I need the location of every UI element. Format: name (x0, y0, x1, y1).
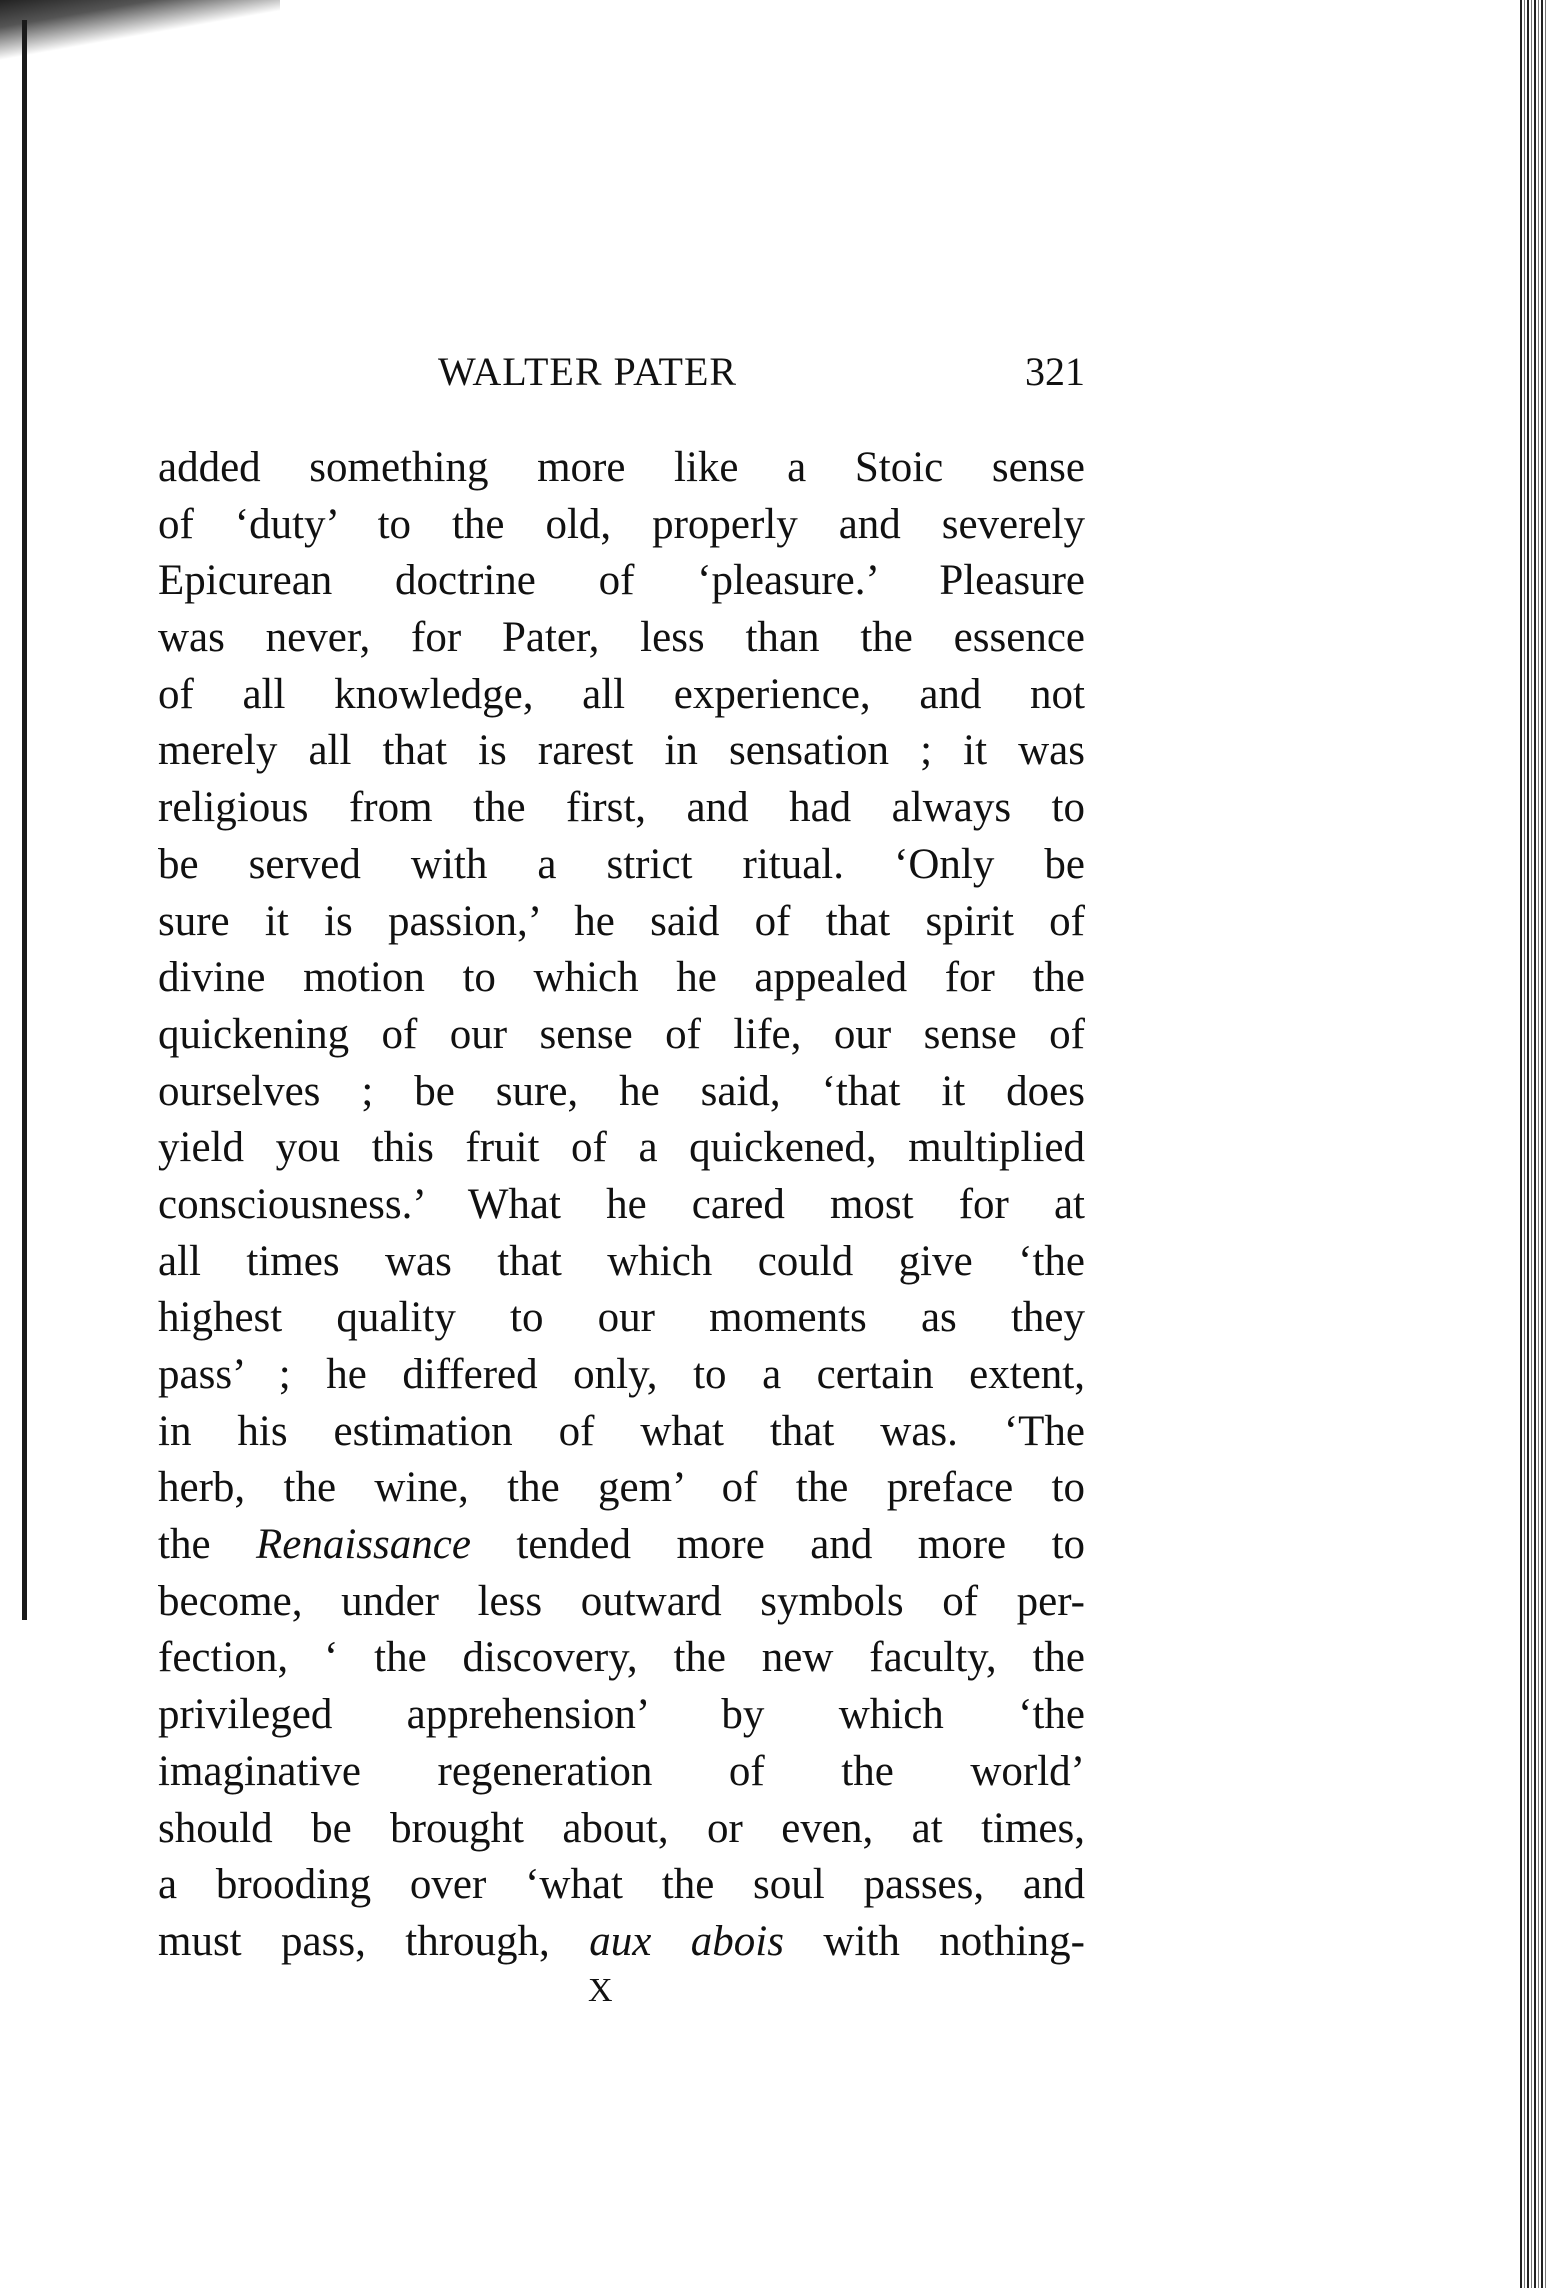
text-line: Epicurean doctrine of ‘pleasure.’ Pleasure (158, 557, 1085, 605)
text-line: all times was that which could give ‘the (158, 1237, 1085, 1285)
page-edge-left (22, 20, 27, 1620)
text-line: a brooding over ‘what the soul passes, and (158, 1861, 1085, 1909)
text-line: quickening of our sense of life, our sense of (158, 1010, 1085, 1058)
text-line: of all knowledge, all experience, and not (158, 670, 1085, 718)
text-line: added something more like a Stoic sense (158, 444, 1085, 491)
text-line: religious from the first, and had always to (158, 784, 1085, 832)
text-line: in his estimation of what that was. ‘The (158, 1407, 1085, 1455)
text-line: ourselves ; be sure, he said, ‘that it does (158, 1067, 1085, 1115)
text-line: highest quality to our moments as they (158, 1294, 1085, 1342)
running-title: WALTER PATER (438, 349, 738, 394)
text-line: yield you this fruit of a quickened, multiplied (158, 1124, 1085, 1172)
page-edge-right (1520, 0, 1548, 2288)
text-line: become, under less outward symbols of per- (158, 1577, 1085, 1625)
text-line: herb, the wine, the gem’ of the preface to (158, 1464, 1085, 1512)
text-line: sure it is passion,’ he said of that spirit of (158, 897, 1085, 945)
text-line: divine motion to which he appealed for the (158, 954, 1085, 1002)
text-line (158, 1517, 1085, 1574)
page-number: 321 (1025, 349, 1085, 394)
text-line: privileged apprehension’ by which ‘the (158, 1691, 1085, 1739)
text-line: imaginative regeneration of the world’ (158, 1747, 1085, 1795)
text-line: should be brought about, or even, at times, (158, 1804, 1085, 1852)
text-line (158, 1914, 1085, 1971)
mixed-line: the Renaissance tended more and more to (158, 1521, 1086, 1569)
signature-mark: X (588, 1972, 613, 2009)
text-line: merely all that is rarest in sensation ; it was (158, 727, 1085, 775)
italic-phrase: aux abois (589, 1917, 784, 1965)
text-line: be served with a strict ritual. ‘Only be (158, 840, 1085, 888)
text-line: pass’ ; he differed only, to a certain extent, (158, 1351, 1085, 1398)
italic-title: Renaissance (256, 1521, 471, 1569)
text-line: of ‘duty’ to the old, properly and severely (158, 500, 1085, 548)
text-line: fection, ‘ the discovery, the new faculty, the (158, 1634, 1085, 1682)
running-header (158, 348, 1085, 398)
scan-smudge (0, 0, 280, 60)
text-line: consciousness.’ What he cared most for at (158, 1180, 1085, 1228)
mixed-line: must pass, through, aux abois with nothing- (158, 1917, 1085, 1965)
text-line: was never, for Pater, less than the essence (158, 614, 1085, 662)
body-text (158, 440, 1085, 1971)
